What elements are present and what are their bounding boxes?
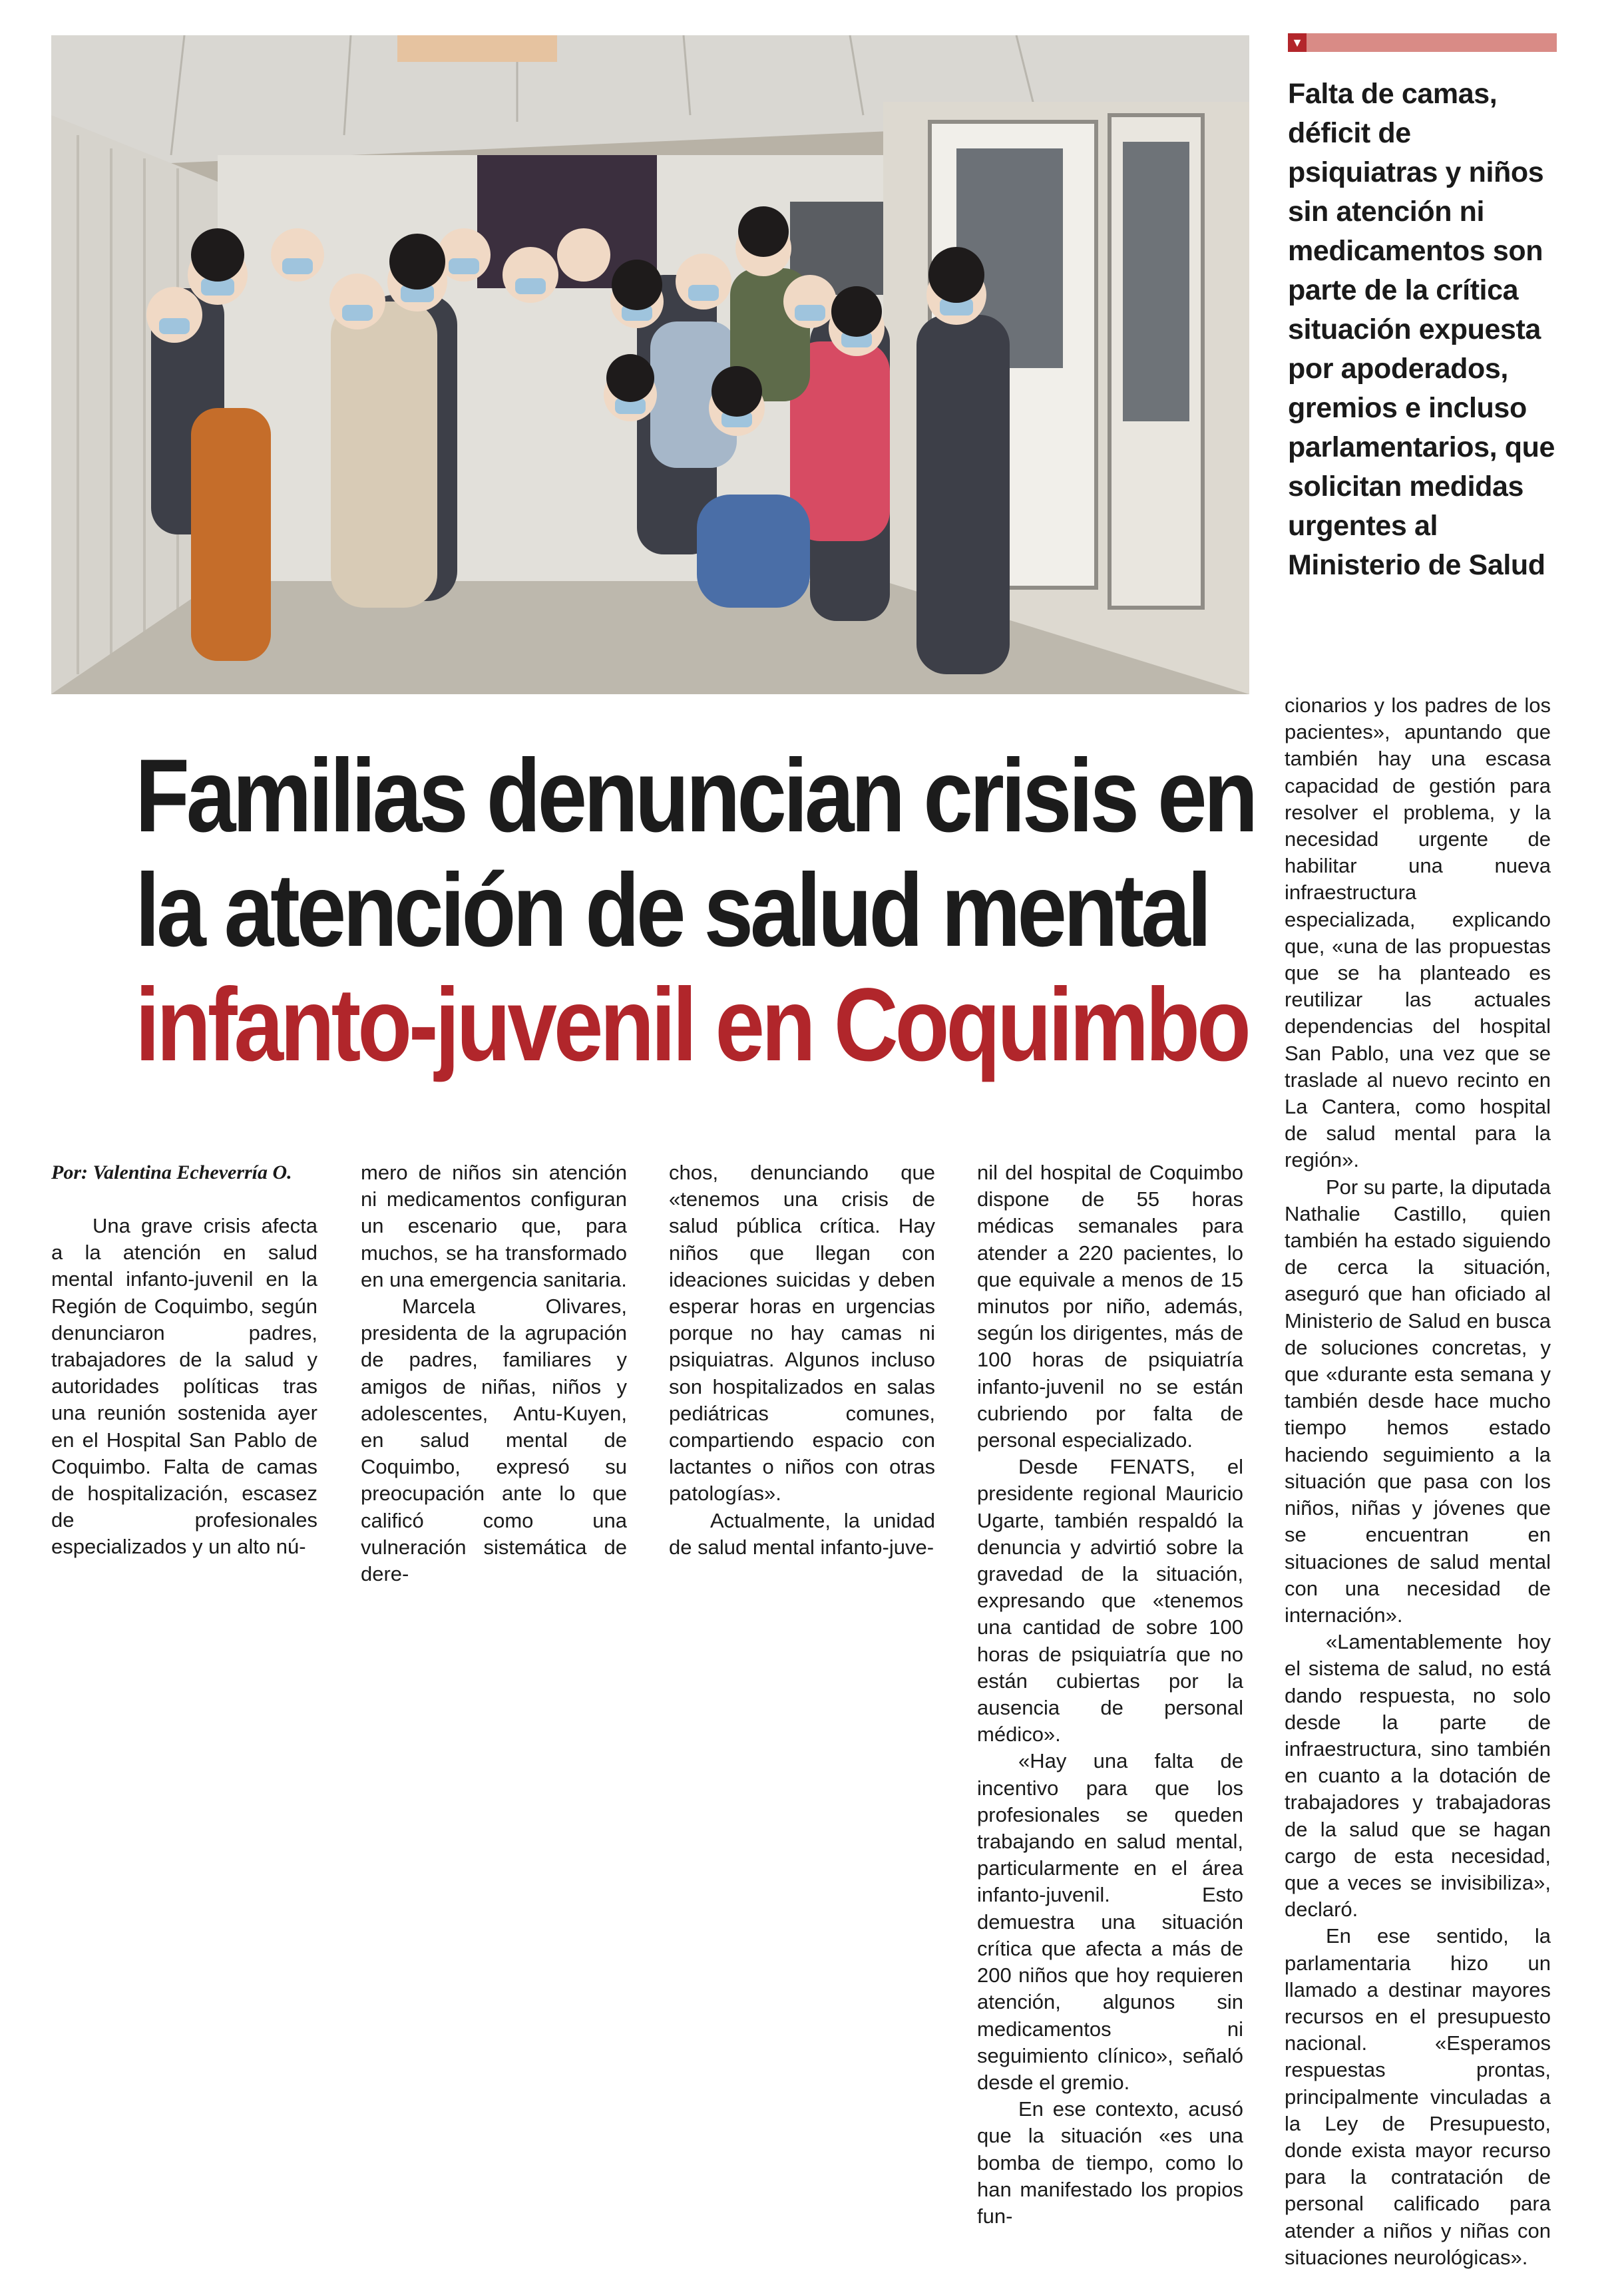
paragraph: Una grave crisis afecta a la atención en salud mental infanto-juvenil en la Región de Coquimbo, según denunciaron padres, trabajadores de la salud y autoridades políticas tras una reunión sostenida ayer en el Hospital San Pablo de Coquimbo. Falta de camas de hospitalización, escasez de profesionales especializados y un alto nú- xyxy=(51,1214,317,1559)
paragraph: Actualmente, la unidad de salud mental infanto-juve- xyxy=(669,1508,935,1559)
headline-line-1: Familias denuncian crisis en xyxy=(135,738,1255,854)
group-photo-illustration xyxy=(51,35,1249,694)
body-column-4 xyxy=(977,1159,1243,2230)
paragraph: Por su parte, la diputada Nathalie Castillo, quien también ha estado siguiendo de cerca la situación, aseguró que han oficiado al Ministerio de Salud en busca de soluciones concretas, y que «durante esta semana y también desde hace mucho tiempo hemos estado haciendo seguimiento a la situación que pasa con los niños, niñas y jóvenes que se encuentran en situaciones de salud mental con una necesidad de internación». xyxy=(1285,1175,1551,1627)
paragraph: Desde FENATS, el presidente regional Mauricio Ugarte, también respaldó la denuncia y advirtió sobre la gravedad de la situación, expresando que «tenemos una cantidad de sobre 100 horas de psiquiatría que no están cubiertas por la ausencia de personal médico». xyxy=(977,1455,1243,1747)
article-deck xyxy=(1288,75,1561,585)
deck-text: Falta de camas, déficit de psiquiatras y niños sin atención ni medicamentos son parte de la crítica situación expuesta por apoderados, gremios e incluso parlamentarios, que solicitan medidas urgentes al Ministerio de Salud xyxy=(1288,78,1555,581)
paragraph: En ese sentido, la parlamentaria hizo un llamado a destinar mayores recursos en el presupuesto nacional. «Esperamos respuestas prontas, principalmente vinculadas a la Ley de Presupuesto, donde exista mayor recurso para la contratación de personal calificado para atender a niños y niñas con situaciones neurológicas». xyxy=(1285,1924,1551,2269)
byline: Por: Valentina Echeverría O. xyxy=(51,1161,292,1183)
headline-line-2: la atención de salud mental xyxy=(135,853,1209,968)
body-column-2 xyxy=(361,1159,627,1587)
paragraph: cionarios y los padres de los pacientes», apuntando que también hay una escasa capacidad de gestión para resolver el problema, y la necesidad urgente de habilitar una nueva infraestructura especializada, explicando que, «una de las propuestas que se ha planteado es reutilizar las actuales dependencias del hospital San Pablo, una vez que se traslade al nuevo recinto en La Cantera, como hospital de salud mental para la región». xyxy=(1285,694,1551,1172)
paragraph: nil del hospital de Coquimbo dispone de 55 horas médicas semanales para atender a 220 pacientes, lo que equivale a menos de 15 minutos por niño, además, según los dirigentes, más de 100 horas de psiquiatría infanto-juvenil no se están cubriendo por falta de personal especializado. xyxy=(977,1161,1243,1452)
article-headline xyxy=(135,738,1255,1083)
paragraph: mero de niños sin atención ni medicamentos configuran un escenario que, para muchos, se ha transformado en una emergencia sanitaria. xyxy=(361,1161,627,1291)
paragraph: «Lamentablemente hoy el sistema de salud, no está dando respuesta, no solo desde la parte de infraestructura, sino también en cuanto a la dotación de trabajadores y trabajadoras de la salud que se hagan cargo de esta necesidad, que a veces se invisibiliza», declaró. xyxy=(1285,1630,1551,1922)
body-column-1 xyxy=(51,1213,317,1561)
body-column-5 xyxy=(1285,692,1551,2271)
paragraph: chos, denunciando que «tenemos una crisis de salud pública crítica. Hay niños que llegan con ideaciones suicidas y deben esperar horas en urgencias porque no hay camas ni psiquiatras. Algunos incluso son hospitalizados en salas pediátricas comunes, compartiendo espacio con lactantes o niños con otras patologías». xyxy=(669,1161,935,1506)
triangle-down-icon: ▼ xyxy=(1288,33,1307,52)
deck-accent-bar xyxy=(1288,33,1557,52)
paragraph: «Hay una falta de incentivo para que los profesionales se queden trabajando en salud mental, particularmente en el área infanto-juvenil. Esto demuestra una situación crítica que afecta a más de 200 niños que hoy requieren atención, algunos sin medicamentos ni seguimiento clínico», señaló desde el gremio. xyxy=(977,1749,1243,2094)
paragraph: En ese contexto, acusó que la situación «es una bomba de tiempo, como lo han manifestado los propios fun- xyxy=(977,2097,1243,2228)
headline-line-3: infanto-juvenil en Coquimbo xyxy=(135,967,1248,1083)
paragraph: Marcela Olivares, presidenta de la agrupación de padres, familiares y amigos de niñas, niños y adolescentes, Antu-Kuyen, en salud mental de Coquimbo, expresó su preocupación ante lo que calificó como una vulneración sistemática de dere- xyxy=(361,1295,627,1586)
group-photo xyxy=(51,35,1249,694)
body-column-3 xyxy=(669,1159,935,1561)
